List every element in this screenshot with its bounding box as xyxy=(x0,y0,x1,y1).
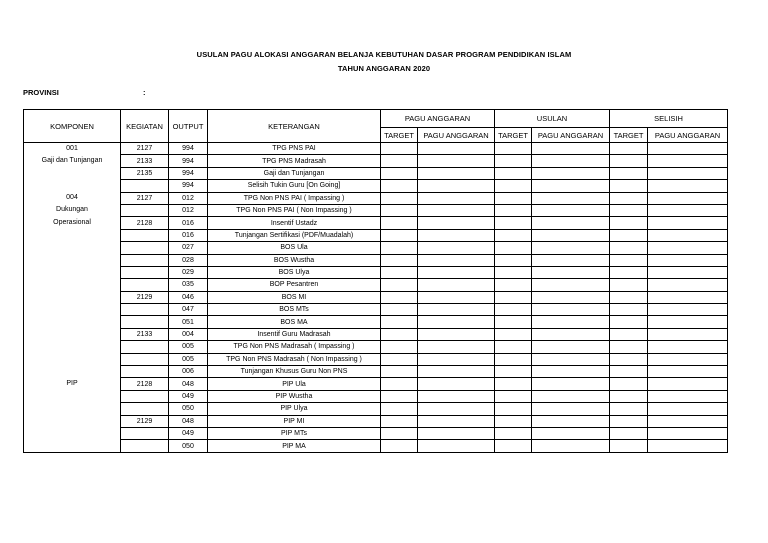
table-row xyxy=(24,341,728,353)
header-selisih: SELISIH xyxy=(610,110,728,128)
pagu-cell xyxy=(418,192,495,204)
pagu-cell xyxy=(532,328,610,340)
output-cell: 012 xyxy=(169,204,208,216)
table-row xyxy=(24,155,728,167)
target-cell xyxy=(381,440,418,452)
kegiatan-cell xyxy=(121,403,169,415)
pagu-cell xyxy=(648,304,728,316)
kegiatan-cell xyxy=(121,279,169,291)
komponen-cell xyxy=(24,242,121,254)
komponen-cell: Gaji dan Tunjangan xyxy=(24,155,121,167)
pagu-cell xyxy=(418,316,495,328)
output-cell: 046 xyxy=(169,291,208,303)
subheader-pagu: PAGU ANGGARAN xyxy=(532,128,610,143)
target-cell xyxy=(495,279,532,291)
header-kegiatan: KEGIATAN xyxy=(121,110,169,143)
komponen-cell xyxy=(24,403,121,415)
keterangan-cell: BOS MI xyxy=(208,291,381,303)
keterangan-cell: TPG Non PNS Madrasah ( Non Impassing ) xyxy=(208,353,381,365)
target-cell xyxy=(381,229,418,241)
pagu-cell xyxy=(418,328,495,340)
komponen-cell xyxy=(24,427,121,439)
kegiatan-cell xyxy=(121,204,169,216)
kegiatan-cell: 2129 xyxy=(121,291,169,303)
kegiatan-cell xyxy=(121,316,169,328)
pagu-cell xyxy=(418,279,495,291)
subheader-target: TARGET xyxy=(381,128,418,143)
komponen-cell xyxy=(24,353,121,365)
pagu-cell xyxy=(648,291,728,303)
kegiatan-cell xyxy=(121,304,169,316)
target-cell xyxy=(495,316,532,328)
pagu-cell xyxy=(648,242,728,254)
target-cell xyxy=(381,266,418,278)
target-cell xyxy=(495,328,532,340)
target-cell xyxy=(381,341,418,353)
pagu-cell xyxy=(648,266,728,278)
table-row xyxy=(24,328,728,340)
kegiatan-cell: 2128 xyxy=(121,378,169,390)
komponen-cell xyxy=(24,229,121,241)
pagu-cell xyxy=(532,204,610,216)
target-cell xyxy=(610,390,648,402)
pagu-cell xyxy=(532,229,610,241)
pagu-cell xyxy=(648,229,728,241)
komponen-cell: 004 xyxy=(24,192,121,204)
target-cell xyxy=(610,229,648,241)
table-row xyxy=(24,266,728,278)
table-row xyxy=(24,378,728,390)
komponen-cell xyxy=(24,266,121,278)
output-cell: 049 xyxy=(169,390,208,402)
komponen-cell xyxy=(24,254,121,266)
pagu-cell xyxy=(418,390,495,402)
target-cell xyxy=(495,204,532,216)
target-cell xyxy=(495,155,532,167)
output-cell: 994 xyxy=(169,180,208,192)
target-cell xyxy=(495,143,532,155)
output-cell: 016 xyxy=(169,217,208,229)
pagu-cell xyxy=(532,403,610,415)
output-cell: 050 xyxy=(169,440,208,452)
keterangan-cell: BOS MTs xyxy=(208,304,381,316)
table-row xyxy=(24,304,728,316)
kegiatan-cell: 2127 xyxy=(121,192,169,204)
output-cell: 050 xyxy=(169,403,208,415)
target-cell xyxy=(495,378,532,390)
table-row xyxy=(24,440,728,452)
keterangan-cell: TPG Non PNS Madrasah ( Impassing ) xyxy=(208,341,381,353)
pagu-cell xyxy=(532,143,610,155)
pagu-cell xyxy=(648,143,728,155)
pagu-cell xyxy=(418,341,495,353)
document-title: USULAN PAGU ALOKASI ANGGARAN BELANJA KEBUTUHAN DASAR PROGRAM PENDIDIKAN ISLAM xyxy=(196,50,572,59)
keterangan-cell: BOS Ulya xyxy=(208,266,381,278)
target-cell xyxy=(610,366,648,378)
target-cell xyxy=(381,353,418,365)
target-cell xyxy=(495,242,532,254)
header-usulan: USULAN xyxy=(495,110,610,128)
pagu-cell xyxy=(648,217,728,229)
target-cell xyxy=(610,167,648,179)
target-cell xyxy=(381,155,418,167)
target-cell xyxy=(495,266,532,278)
pagu-cell xyxy=(418,204,495,216)
pagu-cell xyxy=(648,403,728,415)
target-cell xyxy=(495,304,532,316)
pagu-cell xyxy=(532,427,610,439)
table-row xyxy=(24,229,728,241)
output-cell: 994 xyxy=(169,155,208,167)
table-row xyxy=(24,353,728,365)
keterangan-cell: PIP MTs xyxy=(208,427,381,439)
target-cell xyxy=(381,192,418,204)
pagu-cell xyxy=(418,353,495,365)
provinsi-label: PROVINSI xyxy=(23,88,59,97)
target-cell xyxy=(495,427,532,439)
komponen-cell xyxy=(24,304,121,316)
pagu-cell xyxy=(418,427,495,439)
table-row xyxy=(24,291,728,303)
pagu-cell xyxy=(532,254,610,266)
kegiatan-cell xyxy=(121,341,169,353)
target-cell xyxy=(381,167,418,179)
target-cell xyxy=(381,204,418,216)
table-row xyxy=(24,242,728,254)
komponen-cell xyxy=(24,341,121,353)
pagu-cell xyxy=(532,378,610,390)
target-cell xyxy=(381,328,418,340)
subheader-pagu: PAGU ANGGARAN xyxy=(418,128,495,143)
header-komponen: KOMPONEN xyxy=(24,110,121,143)
target-cell xyxy=(381,254,418,266)
keterangan-cell: Insentif Guru Madrasah xyxy=(208,328,381,340)
pagu-cell xyxy=(648,316,728,328)
kegiatan-cell xyxy=(121,242,169,254)
pagu-cell xyxy=(532,266,610,278)
kegiatan-cell xyxy=(121,427,169,439)
target-cell xyxy=(495,217,532,229)
kegiatan-cell: 2133 xyxy=(121,328,169,340)
keterangan-cell: TPG Non PNS PAI ( Impassing ) xyxy=(208,192,381,204)
keterangan-cell: PIP MI xyxy=(208,415,381,427)
keterangan-cell: Gaji dan Tunjangan xyxy=(208,167,381,179)
target-cell xyxy=(495,254,532,266)
kegiatan-cell: 2128 xyxy=(121,217,169,229)
pagu-cell xyxy=(648,279,728,291)
table-row xyxy=(24,316,728,328)
target-cell xyxy=(381,316,418,328)
output-cell: 004 xyxy=(169,328,208,340)
kegiatan-cell xyxy=(121,440,169,452)
keterangan-cell: PIP MA xyxy=(208,440,381,452)
subheader-target: TARGET xyxy=(610,128,648,143)
table-row xyxy=(24,403,728,415)
pagu-cell xyxy=(418,217,495,229)
table-row xyxy=(24,180,728,192)
output-cell: 049 xyxy=(169,427,208,439)
output-cell: 012 xyxy=(169,192,208,204)
komponen-cell xyxy=(24,390,121,402)
pagu-cell xyxy=(418,242,495,254)
pagu-cell xyxy=(532,440,610,452)
target-cell xyxy=(610,204,648,216)
kegiatan-cell xyxy=(121,229,169,241)
pagu-cell xyxy=(532,180,610,192)
pagu-cell xyxy=(648,204,728,216)
pagu-cell xyxy=(532,316,610,328)
pagu-cell xyxy=(648,192,728,204)
pagu-cell xyxy=(648,390,728,402)
pagu-cell xyxy=(418,229,495,241)
table-row xyxy=(24,192,728,204)
pagu-cell xyxy=(418,403,495,415)
target-cell xyxy=(610,192,648,204)
pagu-cell xyxy=(648,341,728,353)
komponen-cell xyxy=(24,440,121,452)
pagu-cell xyxy=(418,415,495,427)
keterangan-cell: Tunjangan Sertifikasi (PDF/Muadalah) xyxy=(208,229,381,241)
target-cell xyxy=(610,254,648,266)
pagu-cell xyxy=(418,378,495,390)
budget-table xyxy=(23,109,728,453)
pagu-cell xyxy=(532,279,610,291)
pagu-cell xyxy=(532,353,610,365)
output-cell: 048 xyxy=(169,415,208,427)
output-cell: 005 xyxy=(169,341,208,353)
pagu-cell xyxy=(532,217,610,229)
subheader-target: TARGET xyxy=(495,128,532,143)
kegiatan-cell xyxy=(121,390,169,402)
header-keterangan: KETERANGAN xyxy=(208,110,381,143)
output-cell: 027 xyxy=(169,242,208,254)
keterangan-cell: Tunjangan Khusus Guru Non PNS xyxy=(208,366,381,378)
header-output: OUTPUT xyxy=(169,110,208,143)
pagu-cell xyxy=(648,180,728,192)
output-cell: 028 xyxy=(169,254,208,266)
table-row xyxy=(24,217,728,229)
table-row xyxy=(24,279,728,291)
pagu-cell xyxy=(532,155,610,167)
target-cell xyxy=(495,415,532,427)
target-cell xyxy=(610,328,648,340)
komponen-cell: PIP xyxy=(24,378,121,390)
kegiatan-cell xyxy=(121,180,169,192)
target-cell xyxy=(381,366,418,378)
keterangan-cell: Selisih Tukin Guru [On Going] xyxy=(208,180,381,192)
pagu-cell xyxy=(648,328,728,340)
target-cell xyxy=(495,440,532,452)
target-cell xyxy=(610,291,648,303)
komponen-cell xyxy=(24,415,121,427)
pagu-cell xyxy=(648,155,728,167)
table-row xyxy=(24,254,728,266)
komponen-cell: 001 xyxy=(24,143,121,155)
output-cell: 029 xyxy=(169,266,208,278)
komponen-cell xyxy=(24,366,121,378)
keterangan-cell: BOS MA xyxy=(208,316,381,328)
pagu-cell xyxy=(648,366,728,378)
pagu-cell xyxy=(648,353,728,365)
target-cell xyxy=(610,427,648,439)
output-cell: 005 xyxy=(169,353,208,365)
target-cell xyxy=(610,217,648,229)
target-cell xyxy=(495,341,532,353)
komponen-cell xyxy=(24,167,121,179)
keterangan-cell: TPG PNS Madrasah xyxy=(208,155,381,167)
pagu-cell xyxy=(532,366,610,378)
subheader-pagu: PAGU ANGGARAN xyxy=(648,128,728,143)
pagu-cell xyxy=(648,440,728,452)
target-cell xyxy=(381,304,418,316)
keterangan-cell: PIP Ulya xyxy=(208,403,381,415)
target-cell xyxy=(610,403,648,415)
target-cell xyxy=(610,440,648,452)
keterangan-cell: BOP Pesantren xyxy=(208,279,381,291)
target-cell xyxy=(610,242,648,254)
table-row xyxy=(24,204,728,216)
output-cell: 006 xyxy=(169,366,208,378)
table-row xyxy=(24,415,728,427)
header-pagu-anggaran: PAGU ANGGARAN xyxy=(381,110,495,128)
target-cell xyxy=(495,403,532,415)
keterangan-cell: BOS Wustha xyxy=(208,254,381,266)
target-cell xyxy=(610,155,648,167)
pagu-cell xyxy=(532,242,610,254)
kegiatan-cell xyxy=(121,366,169,378)
pagu-cell xyxy=(532,291,610,303)
output-cell: 016 xyxy=(169,229,208,241)
keterangan-cell: TPG Non PNS PAI ( Non Impassing ) xyxy=(208,204,381,216)
document-subtitle: TAHUN ANGGARAN 2020 xyxy=(337,64,431,73)
target-cell xyxy=(381,403,418,415)
pagu-cell xyxy=(648,167,728,179)
pagu-cell xyxy=(532,192,610,204)
pagu-cell xyxy=(418,366,495,378)
output-cell: 048 xyxy=(169,378,208,390)
kegiatan-cell xyxy=(121,353,169,365)
komponen-cell xyxy=(24,328,121,340)
table-row xyxy=(24,390,728,402)
kegiatan-cell xyxy=(121,266,169,278)
target-cell xyxy=(381,143,418,155)
target-cell xyxy=(381,242,418,254)
pagu-cell xyxy=(648,378,728,390)
table-row xyxy=(24,366,728,378)
pagu-cell xyxy=(418,180,495,192)
pagu-cell xyxy=(532,390,610,402)
keterangan-cell: PIP Ula xyxy=(208,378,381,390)
komponen-cell xyxy=(24,279,121,291)
target-cell xyxy=(610,180,648,192)
table-row xyxy=(24,427,728,439)
komponen-cell xyxy=(24,316,121,328)
keterangan-cell: TPG PNS PAI xyxy=(208,143,381,155)
target-cell xyxy=(381,291,418,303)
target-cell xyxy=(610,353,648,365)
target-cell xyxy=(495,167,532,179)
table-row xyxy=(24,143,728,155)
kegiatan-cell: 2133 xyxy=(121,155,169,167)
target-cell xyxy=(381,180,418,192)
target-cell xyxy=(610,304,648,316)
target-cell xyxy=(381,279,418,291)
pagu-cell xyxy=(648,415,728,427)
pagu-cell xyxy=(418,254,495,266)
kegiatan-cell: 2127 xyxy=(121,143,169,155)
output-cell: 035 xyxy=(169,279,208,291)
pagu-cell xyxy=(418,155,495,167)
pagu-cell xyxy=(648,427,728,439)
target-cell xyxy=(381,427,418,439)
komponen-cell: Dukungan xyxy=(24,204,121,216)
kegiatan-cell: 2135 xyxy=(121,167,169,179)
target-cell xyxy=(610,143,648,155)
target-cell xyxy=(495,366,532,378)
target-cell xyxy=(495,229,532,241)
pagu-cell xyxy=(418,291,495,303)
target-cell xyxy=(610,279,648,291)
target-cell xyxy=(381,390,418,402)
komponen-cell xyxy=(24,291,121,303)
pagu-cell xyxy=(648,254,728,266)
pagu-cell xyxy=(418,143,495,155)
target-cell xyxy=(610,341,648,353)
target-cell xyxy=(495,353,532,365)
target-cell xyxy=(495,291,532,303)
target-cell xyxy=(495,192,532,204)
output-cell: 047 xyxy=(169,304,208,316)
keterangan-cell: PIP Wustha xyxy=(208,390,381,402)
table-body xyxy=(24,143,728,453)
output-cell: 994 xyxy=(169,143,208,155)
output-cell: 994 xyxy=(169,167,208,179)
target-cell xyxy=(495,390,532,402)
provinsi-colon: : xyxy=(143,88,146,97)
table-row xyxy=(24,167,728,179)
pagu-cell xyxy=(532,415,610,427)
pagu-cell xyxy=(532,341,610,353)
target-cell xyxy=(381,217,418,229)
pagu-cell xyxy=(418,167,495,179)
target-cell xyxy=(610,415,648,427)
target-cell xyxy=(610,316,648,328)
target-cell xyxy=(381,415,418,427)
pagu-cell xyxy=(532,304,610,316)
target-cell xyxy=(381,378,418,390)
target-cell xyxy=(610,378,648,390)
kegiatan-cell xyxy=(121,254,169,266)
target-cell xyxy=(610,266,648,278)
pagu-cell xyxy=(418,440,495,452)
pagu-cell xyxy=(418,304,495,316)
pagu-cell xyxy=(418,266,495,278)
pagu-cell xyxy=(532,167,610,179)
output-cell: 051 xyxy=(169,316,208,328)
keterangan-cell: BOS Ula xyxy=(208,242,381,254)
keterangan-cell: Insentif Ustadz xyxy=(208,217,381,229)
target-cell xyxy=(495,180,532,192)
komponen-cell xyxy=(24,180,121,192)
komponen-cell: Operasional xyxy=(24,217,121,229)
kegiatan-cell: 2129 xyxy=(121,415,169,427)
